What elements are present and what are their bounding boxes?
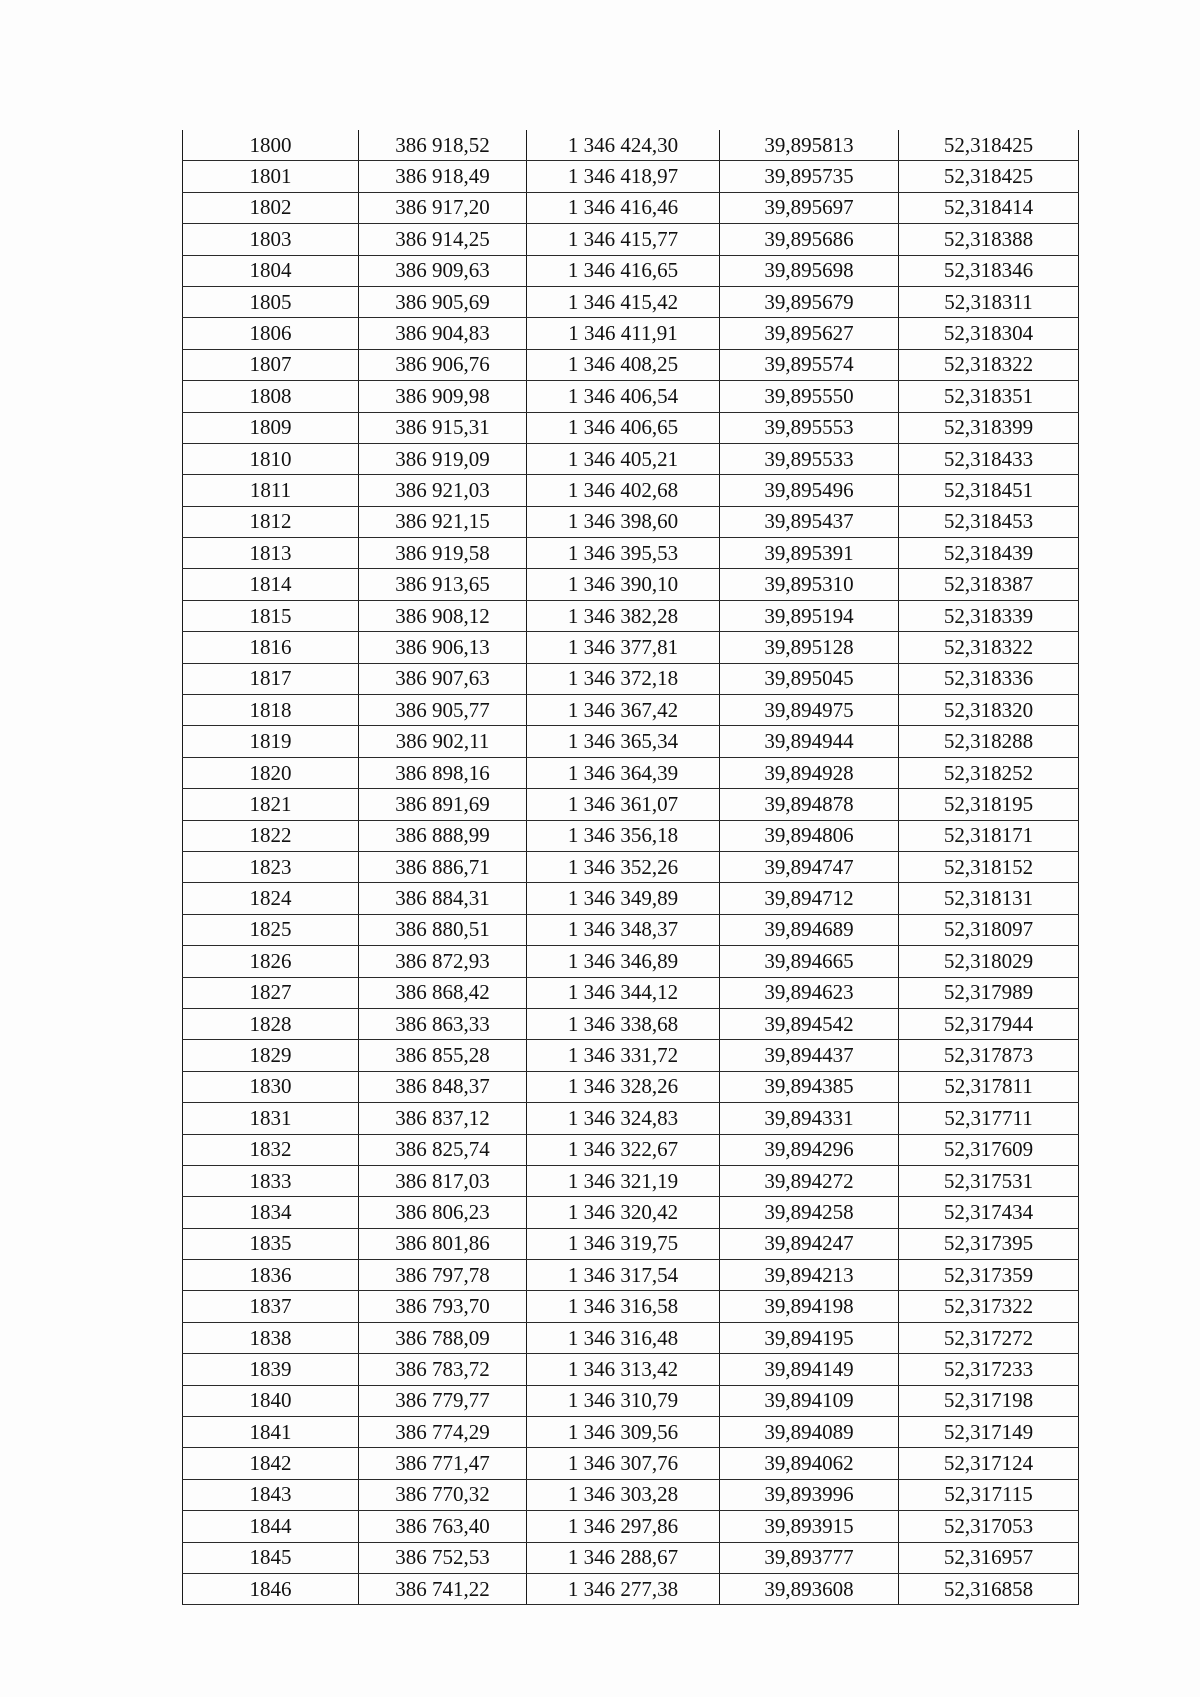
table-row xyxy=(183,1165,1079,1196)
latitude-cell: 52,318339 xyxy=(899,600,1079,631)
longitude-cell: 39,895813 xyxy=(720,130,899,161)
longitude-cell: 39,894928 xyxy=(720,757,899,788)
y-coordinate-cell: 1 346 331,72 xyxy=(527,1040,720,1071)
y-coordinate-cell: 1 346 346,89 xyxy=(527,946,720,977)
latitude-cell: 52,318152 xyxy=(899,851,1079,882)
table-row xyxy=(183,443,1079,474)
x-coordinate-cell: 386 921,03 xyxy=(359,475,527,506)
longitude-cell: 39,895128 xyxy=(720,632,899,663)
y-coordinate-cell: 1 346 317,54 xyxy=(527,1260,720,1291)
latitude-cell: 52,317811 xyxy=(899,1071,1079,1102)
y-coordinate-cell: 1 346 307,76 xyxy=(527,1448,720,1479)
x-coordinate-cell: 386 906,13 xyxy=(359,632,527,663)
latitude-cell: 52,318195 xyxy=(899,789,1079,820)
point-number-cell: 1812 xyxy=(183,506,359,537)
longitude-cell: 39,895686 xyxy=(720,224,899,255)
y-coordinate-cell: 1 346 297,86 xyxy=(527,1511,720,1542)
latitude-cell: 52,317359 xyxy=(899,1260,1079,1291)
latitude-cell: 52,318336 xyxy=(899,663,1079,694)
table-row xyxy=(183,349,1079,380)
longitude-cell: 39,894258 xyxy=(720,1197,899,1228)
point-number-cell: 1837 xyxy=(183,1291,359,1322)
longitude-cell: 39,894062 xyxy=(720,1448,899,1479)
x-coordinate-cell: 386 919,58 xyxy=(359,538,527,569)
longitude-cell: 39,893608 xyxy=(720,1573,899,1604)
table-row xyxy=(183,381,1079,412)
y-coordinate-cell: 1 346 406,65 xyxy=(527,412,720,443)
table-row xyxy=(183,569,1079,600)
table-row xyxy=(183,318,1079,349)
table-row xyxy=(183,192,1079,223)
y-coordinate-cell: 1 346 364,39 xyxy=(527,757,720,788)
x-coordinate-cell: 386 908,12 xyxy=(359,600,527,631)
table-row xyxy=(183,1448,1079,1479)
y-coordinate-cell: 1 346 277,38 xyxy=(527,1573,720,1604)
point-number-cell: 1809 xyxy=(183,412,359,443)
longitude-cell: 39,894944 xyxy=(720,726,899,757)
latitude-cell: 52,317944 xyxy=(899,1008,1079,1039)
x-coordinate-cell: 386 770,32 xyxy=(359,1479,527,1510)
x-coordinate-cell: 386 904,83 xyxy=(359,318,527,349)
latitude-cell: 52,317711 xyxy=(899,1103,1079,1134)
longitude-cell: 39,895627 xyxy=(720,318,899,349)
y-coordinate-cell: 1 346 416,65 xyxy=(527,255,720,286)
point-number-cell: 1846 xyxy=(183,1573,359,1604)
point-number-cell: 1814 xyxy=(183,569,359,600)
point-number-cell: 1810 xyxy=(183,443,359,474)
latitude-cell: 52,317233 xyxy=(899,1354,1079,1385)
y-coordinate-cell: 1 346 322,67 xyxy=(527,1134,720,1165)
point-number-cell: 1822 xyxy=(183,820,359,851)
table-row xyxy=(183,632,1079,663)
point-number-cell: 1803 xyxy=(183,224,359,255)
x-coordinate-cell: 386 868,42 xyxy=(359,977,527,1008)
latitude-cell: 52,318131 xyxy=(899,883,1079,914)
table-row xyxy=(183,1071,1079,1102)
point-number-cell: 1829 xyxy=(183,1040,359,1071)
x-coordinate-cell: 386 921,15 xyxy=(359,506,527,537)
point-number-cell: 1806 xyxy=(183,318,359,349)
longitude-cell: 39,893996 xyxy=(720,1479,899,1510)
table-row xyxy=(183,977,1079,1008)
x-coordinate-cell: 386 914,25 xyxy=(359,224,527,255)
point-number-cell: 1805 xyxy=(183,286,359,317)
latitude-cell: 52,318322 xyxy=(899,349,1079,380)
point-number-cell: 1811 xyxy=(183,475,359,506)
longitude-cell: 39,895553 xyxy=(720,412,899,443)
point-number-cell: 1836 xyxy=(183,1260,359,1291)
point-number-cell: 1813 xyxy=(183,538,359,569)
x-coordinate-cell: 386 872,93 xyxy=(359,946,527,977)
latitude-cell: 52,318351 xyxy=(899,381,1079,412)
longitude-cell: 39,894296 xyxy=(720,1134,899,1165)
longitude-cell: 39,894542 xyxy=(720,1008,899,1039)
x-coordinate-cell: 386 825,74 xyxy=(359,1134,527,1165)
table-row xyxy=(183,820,1079,851)
table-row xyxy=(183,726,1079,757)
table-row xyxy=(183,1040,1079,1071)
x-coordinate-cell: 386 771,47 xyxy=(359,1448,527,1479)
point-number-cell: 1801 xyxy=(183,161,359,192)
table-row xyxy=(183,1197,1079,1228)
y-coordinate-cell: 1 346 402,68 xyxy=(527,475,720,506)
latitude-cell: 52,318252 xyxy=(899,757,1079,788)
point-number-cell: 1826 xyxy=(183,946,359,977)
longitude-cell: 39,894712 xyxy=(720,883,899,914)
table-row xyxy=(183,1260,1079,1291)
latitude-cell: 52,318346 xyxy=(899,255,1079,286)
latitude-cell: 52,318304 xyxy=(899,318,1079,349)
latitude-cell: 52,318171 xyxy=(899,820,1079,851)
x-coordinate-cell: 386 837,12 xyxy=(359,1103,527,1134)
x-coordinate-cell: 386 783,72 xyxy=(359,1354,527,1385)
point-number-cell: 1821 xyxy=(183,789,359,820)
table-row xyxy=(183,883,1079,914)
latitude-cell: 52,316858 xyxy=(899,1573,1079,1604)
x-coordinate-cell: 386 788,09 xyxy=(359,1322,527,1353)
longitude-cell: 39,894331 xyxy=(720,1103,899,1134)
longitude-cell: 39,895679 xyxy=(720,286,899,317)
y-coordinate-cell: 1 346 424,30 xyxy=(527,130,720,161)
latitude-cell: 52,318433 xyxy=(899,443,1079,474)
y-coordinate-cell: 1 346 416,46 xyxy=(527,192,720,223)
table-row xyxy=(183,506,1079,537)
latitude-cell: 52,318425 xyxy=(899,130,1079,161)
longitude-cell: 39,895437 xyxy=(720,506,899,537)
table-row xyxy=(183,475,1079,506)
point-number-cell: 1842 xyxy=(183,1448,359,1479)
point-number-cell: 1807 xyxy=(183,349,359,380)
coordinates-table xyxy=(182,130,1079,1605)
point-number-cell: 1844 xyxy=(183,1511,359,1542)
x-coordinate-cell: 386 909,63 xyxy=(359,255,527,286)
x-coordinate-cell: 386 793,70 xyxy=(359,1291,527,1322)
point-number-cell: 1802 xyxy=(183,192,359,223)
longitude-cell: 39,894689 xyxy=(720,914,899,945)
longitude-cell: 39,894747 xyxy=(720,851,899,882)
latitude-cell: 52,318388 xyxy=(899,224,1079,255)
x-coordinate-cell: 386 801,86 xyxy=(359,1228,527,1259)
point-number-cell: 1838 xyxy=(183,1322,359,1353)
y-coordinate-cell: 1 346 303,28 xyxy=(527,1479,720,1510)
longitude-cell: 39,895391 xyxy=(720,538,899,569)
latitude-cell: 52,318414 xyxy=(899,192,1079,223)
y-coordinate-cell: 1 346 348,37 xyxy=(527,914,720,945)
x-coordinate-cell: 386 913,65 xyxy=(359,569,527,600)
table-row xyxy=(183,1322,1079,1353)
longitude-cell: 39,894437 xyxy=(720,1040,899,1071)
latitude-cell: 52,317395 xyxy=(899,1228,1079,1259)
latitude-cell: 52,317873 xyxy=(899,1040,1079,1071)
point-number-cell: 1800 xyxy=(183,130,359,161)
point-number-cell: 1832 xyxy=(183,1134,359,1165)
y-coordinate-cell: 1 346 328,26 xyxy=(527,1071,720,1102)
point-number-cell: 1831 xyxy=(183,1103,359,1134)
point-number-cell: 1841 xyxy=(183,1417,359,1448)
y-coordinate-cell: 1 346 405,21 xyxy=(527,443,720,474)
table-row xyxy=(183,757,1079,788)
latitude-cell: 52,317989 xyxy=(899,977,1079,1008)
table-row xyxy=(183,1542,1079,1573)
point-number-cell: 1817 xyxy=(183,663,359,694)
table-row xyxy=(183,1573,1079,1604)
table-row xyxy=(183,286,1079,317)
y-coordinate-cell: 1 346 309,56 xyxy=(527,1417,720,1448)
table-row xyxy=(183,695,1079,726)
x-coordinate-cell: 386 907,63 xyxy=(359,663,527,694)
table-row xyxy=(183,1354,1079,1385)
y-coordinate-cell: 1 346 361,07 xyxy=(527,789,720,820)
table-row xyxy=(183,130,1079,161)
latitude-cell: 52,316957 xyxy=(899,1542,1079,1573)
table-row xyxy=(183,789,1079,820)
x-coordinate-cell: 386 906,76 xyxy=(359,349,527,380)
latitude-cell: 52,317149 xyxy=(899,1417,1079,1448)
longitude-cell: 39,894975 xyxy=(720,695,899,726)
point-number-cell: 1820 xyxy=(183,757,359,788)
x-coordinate-cell: 386 880,51 xyxy=(359,914,527,945)
x-coordinate-cell: 386 915,31 xyxy=(359,412,527,443)
x-coordinate-cell: 386 817,03 xyxy=(359,1165,527,1196)
latitude-cell: 52,317609 xyxy=(899,1134,1079,1165)
point-number-cell: 1835 xyxy=(183,1228,359,1259)
point-number-cell: 1808 xyxy=(183,381,359,412)
y-coordinate-cell: 1 346 390,10 xyxy=(527,569,720,600)
table-row xyxy=(183,663,1079,694)
point-number-cell: 1804 xyxy=(183,255,359,286)
table-row xyxy=(183,914,1079,945)
x-coordinate-cell: 386 888,99 xyxy=(359,820,527,851)
x-coordinate-cell: 386 902,11 xyxy=(359,726,527,757)
x-coordinate-cell: 386 779,77 xyxy=(359,1385,527,1416)
latitude-cell: 52,317124 xyxy=(899,1448,1079,1479)
x-coordinate-cell: 386 797,78 xyxy=(359,1260,527,1291)
y-coordinate-cell: 1 346 313,42 xyxy=(527,1354,720,1385)
longitude-cell: 39,894089 xyxy=(720,1417,899,1448)
longitude-cell: 39,895697 xyxy=(720,192,899,223)
y-coordinate-cell: 1 346 377,81 xyxy=(527,632,720,663)
latitude-cell: 52,318425 xyxy=(899,161,1079,192)
table-row xyxy=(183,161,1079,192)
latitude-cell: 52,318311 xyxy=(899,286,1079,317)
longitude-cell: 39,894272 xyxy=(720,1165,899,1196)
point-number-cell: 1818 xyxy=(183,695,359,726)
y-coordinate-cell: 1 346 406,54 xyxy=(527,381,720,412)
x-coordinate-cell: 386 806,23 xyxy=(359,1197,527,1228)
longitude-cell: 39,895310 xyxy=(720,569,899,600)
x-coordinate-cell: 386 752,53 xyxy=(359,1542,527,1573)
table-row xyxy=(183,1511,1079,1542)
latitude-cell: 52,317198 xyxy=(899,1385,1079,1416)
table-row xyxy=(183,1228,1079,1259)
longitude-cell: 39,894623 xyxy=(720,977,899,1008)
y-coordinate-cell: 1 346 372,18 xyxy=(527,663,720,694)
longitude-cell: 39,895045 xyxy=(720,663,899,694)
latitude-cell: 52,318387 xyxy=(899,569,1079,600)
latitude-cell: 52,318029 xyxy=(899,946,1079,977)
x-coordinate-cell: 386 917,20 xyxy=(359,192,527,223)
point-number-cell: 1840 xyxy=(183,1385,359,1416)
latitude-cell: 52,318439 xyxy=(899,538,1079,569)
table-row xyxy=(183,1134,1079,1165)
y-coordinate-cell: 1 346 319,75 xyxy=(527,1228,720,1259)
latitude-cell: 52,317531 xyxy=(899,1165,1079,1196)
longitude-cell: 39,894385 xyxy=(720,1071,899,1102)
longitude-cell: 39,894213 xyxy=(720,1260,899,1291)
y-coordinate-cell: 1 346 321,19 xyxy=(527,1165,720,1196)
latitude-cell: 52,317434 xyxy=(899,1197,1079,1228)
latitude-cell: 52,318322 xyxy=(899,632,1079,663)
point-number-cell: 1815 xyxy=(183,600,359,631)
x-coordinate-cell: 386 863,33 xyxy=(359,1008,527,1039)
table-row xyxy=(183,1417,1079,1448)
x-coordinate-cell: 386 891,69 xyxy=(359,789,527,820)
point-number-cell: 1824 xyxy=(183,883,359,914)
longitude-cell: 39,894109 xyxy=(720,1385,899,1416)
y-coordinate-cell: 1 346 365,34 xyxy=(527,726,720,757)
x-coordinate-cell: 386 741,22 xyxy=(359,1573,527,1604)
longitude-cell: 39,895533 xyxy=(720,443,899,474)
coordinates-table-body xyxy=(183,130,1079,1605)
longitude-cell: 39,894878 xyxy=(720,789,899,820)
point-number-cell: 1834 xyxy=(183,1197,359,1228)
longitude-cell: 39,894247 xyxy=(720,1228,899,1259)
x-coordinate-cell: 386 884,31 xyxy=(359,883,527,914)
y-coordinate-cell: 1 346 344,12 xyxy=(527,977,720,1008)
point-number-cell: 1833 xyxy=(183,1165,359,1196)
y-coordinate-cell: 1 346 382,28 xyxy=(527,600,720,631)
latitude-cell: 52,317322 xyxy=(899,1291,1079,1322)
table-row xyxy=(183,851,1079,882)
y-coordinate-cell: 1 346 324,83 xyxy=(527,1103,720,1134)
x-coordinate-cell: 386 898,16 xyxy=(359,757,527,788)
y-coordinate-cell: 1 346 367,42 xyxy=(527,695,720,726)
longitude-cell: 39,895496 xyxy=(720,475,899,506)
latitude-cell: 52,317115 xyxy=(899,1479,1079,1510)
table-row xyxy=(183,1103,1079,1134)
longitude-cell: 39,895550 xyxy=(720,381,899,412)
point-number-cell: 1819 xyxy=(183,726,359,757)
table-row xyxy=(183,224,1079,255)
table-row xyxy=(183,1479,1079,1510)
latitude-cell: 52,318097 xyxy=(899,914,1079,945)
latitude-cell: 52,318288 xyxy=(899,726,1079,757)
point-number-cell: 1843 xyxy=(183,1479,359,1510)
longitude-cell: 39,895698 xyxy=(720,255,899,286)
point-number-cell: 1839 xyxy=(183,1354,359,1385)
latitude-cell: 52,317272 xyxy=(899,1322,1079,1353)
table-row xyxy=(183,1385,1079,1416)
y-coordinate-cell: 1 346 310,79 xyxy=(527,1385,720,1416)
latitude-cell: 52,318399 xyxy=(899,412,1079,443)
longitude-cell: 39,895194 xyxy=(720,600,899,631)
y-coordinate-cell: 1 346 338,68 xyxy=(527,1008,720,1039)
table-row xyxy=(183,412,1079,443)
x-coordinate-cell: 386 909,98 xyxy=(359,381,527,412)
longitude-cell: 39,894149 xyxy=(720,1354,899,1385)
point-number-cell: 1828 xyxy=(183,1008,359,1039)
point-number-cell: 1845 xyxy=(183,1542,359,1573)
longitude-cell: 39,894806 xyxy=(720,820,899,851)
longitude-cell: 39,893915 xyxy=(720,1511,899,1542)
point-number-cell: 1823 xyxy=(183,851,359,882)
y-coordinate-cell: 1 346 320,42 xyxy=(527,1197,720,1228)
x-coordinate-cell: 386 774,29 xyxy=(359,1417,527,1448)
y-coordinate-cell: 1 346 349,89 xyxy=(527,883,720,914)
table-row xyxy=(183,1291,1079,1322)
latitude-cell: 52,318320 xyxy=(899,695,1079,726)
point-number-cell: 1816 xyxy=(183,632,359,663)
y-coordinate-cell: 1 346 316,58 xyxy=(527,1291,720,1322)
y-coordinate-cell: 1 346 411,91 xyxy=(527,318,720,349)
table-row xyxy=(183,255,1079,286)
point-number-cell: 1827 xyxy=(183,977,359,1008)
longitude-cell: 39,894198 xyxy=(720,1291,899,1322)
x-coordinate-cell: 386 919,09 xyxy=(359,443,527,474)
y-coordinate-cell: 1 346 418,97 xyxy=(527,161,720,192)
longitude-cell: 39,894665 xyxy=(720,946,899,977)
table-row xyxy=(183,1008,1079,1039)
longitude-cell: 39,893777 xyxy=(720,1542,899,1573)
x-coordinate-cell: 386 886,71 xyxy=(359,851,527,882)
latitude-cell: 52,318453 xyxy=(899,506,1079,537)
longitude-cell: 39,895735 xyxy=(720,161,899,192)
longitude-cell: 39,894195 xyxy=(720,1322,899,1353)
y-coordinate-cell: 1 346 316,48 xyxy=(527,1322,720,1353)
x-coordinate-cell: 386 905,77 xyxy=(359,695,527,726)
y-coordinate-cell: 1 346 408,25 xyxy=(527,349,720,380)
y-coordinate-cell: 1 346 395,53 xyxy=(527,538,720,569)
latitude-cell: 52,317053 xyxy=(899,1511,1079,1542)
y-coordinate-cell: 1 346 356,18 xyxy=(527,820,720,851)
y-coordinate-cell: 1 346 288,67 xyxy=(527,1542,720,1573)
x-coordinate-cell: 386 763,40 xyxy=(359,1511,527,1542)
table-row xyxy=(183,538,1079,569)
y-coordinate-cell: 1 346 415,77 xyxy=(527,224,720,255)
table-row xyxy=(183,946,1079,977)
x-coordinate-cell: 386 905,69 xyxy=(359,286,527,317)
point-number-cell: 1830 xyxy=(183,1071,359,1102)
y-coordinate-cell: 1 346 415,42 xyxy=(527,286,720,317)
table-row xyxy=(183,600,1079,631)
y-coordinate-cell: 1 346 352,26 xyxy=(527,851,720,882)
y-coordinate-cell: 1 346 398,60 xyxy=(527,506,720,537)
x-coordinate-cell: 386 855,28 xyxy=(359,1040,527,1071)
x-coordinate-cell: 386 848,37 xyxy=(359,1071,527,1102)
latitude-cell: 52,318451 xyxy=(899,475,1079,506)
point-number-cell: 1825 xyxy=(183,914,359,945)
longitude-cell: 39,895574 xyxy=(720,349,899,380)
x-coordinate-cell: 386 918,49 xyxy=(359,161,527,192)
x-coordinate-cell: 386 918,52 xyxy=(359,130,527,161)
